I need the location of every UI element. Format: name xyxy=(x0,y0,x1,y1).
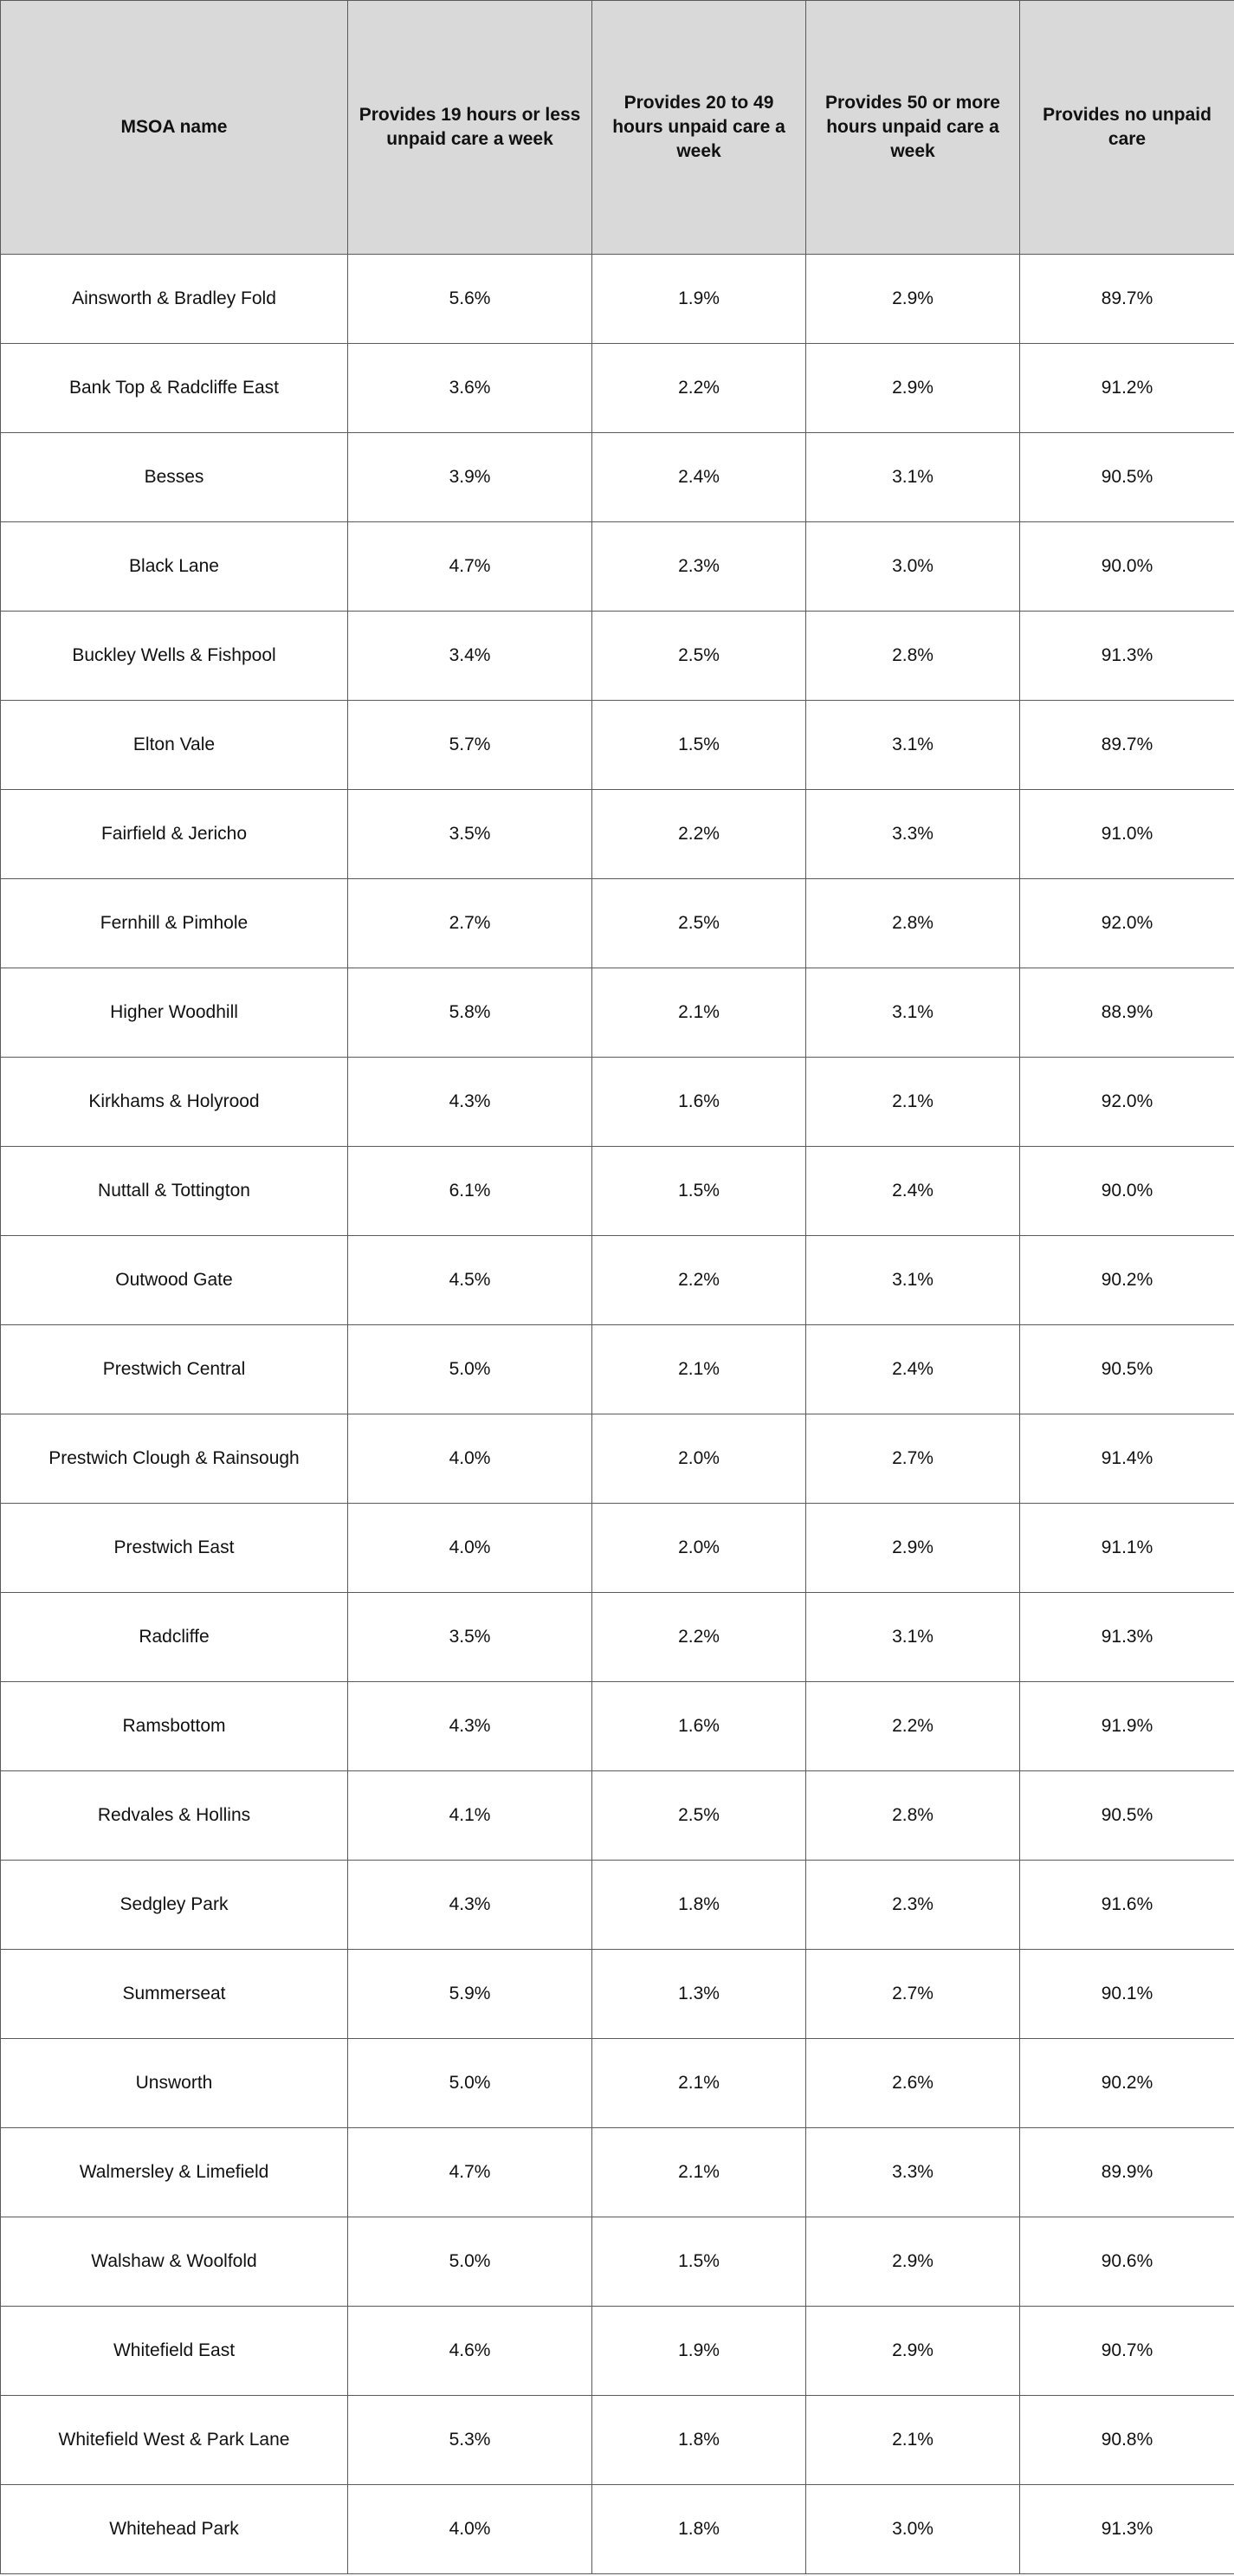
hours-50-plus-cell: 2.2% xyxy=(806,1682,1020,1771)
under-19-hours-cell: 4.5% xyxy=(348,1236,592,1325)
hours-50-plus-cell: 2.9% xyxy=(806,344,1020,433)
under-19-hours-cell: 3.9% xyxy=(348,433,592,522)
hours-50-plus-cell: 2.8% xyxy=(806,1771,1020,1861)
hours-20-to-49-cell: 2.0% xyxy=(592,1504,806,1593)
hours-50-plus-cell: 3.1% xyxy=(806,968,1020,1058)
no-unpaid-care-cell: 91.3% xyxy=(1020,1593,1234,1682)
hours-20-to-49-cell: 2.4% xyxy=(592,433,806,522)
no-unpaid-care-cell: 91.9% xyxy=(1020,1682,1234,1771)
msoa-name-cell: Whitehead Park xyxy=(1,2485,348,2574)
no-unpaid-care-cell: 90.1% xyxy=(1020,1950,1234,2039)
header-20-to-49-hours: Provides 20 to 49 hours unpaid care a week xyxy=(592,1,806,255)
hours-20-to-49-cell: 2.5% xyxy=(592,1771,806,1861)
hours-20-to-49-cell: 1.8% xyxy=(592,1861,806,1950)
table-row xyxy=(1,1504,1234,1593)
hours-50-plus-cell: 2.8% xyxy=(806,879,1020,968)
no-unpaid-care-cell: 91.3% xyxy=(1020,2485,1234,2574)
header-row xyxy=(1,1,1234,255)
under-19-hours-cell: 2.7% xyxy=(348,879,592,968)
no-unpaid-care-cell: 89.7% xyxy=(1020,701,1234,790)
hours-50-plus-cell: 3.3% xyxy=(806,790,1020,879)
under-19-hours-cell: 4.3% xyxy=(348,1058,592,1147)
hours-50-plus-cell: 2.9% xyxy=(806,2217,1020,2307)
hours-50-plus-cell: 2.6% xyxy=(806,2039,1020,2128)
table-row xyxy=(1,255,1234,344)
table-row xyxy=(1,1950,1234,2039)
msoa-name-cell: Sedgley Park xyxy=(1,1861,348,1950)
table-row xyxy=(1,2039,1234,2128)
under-19-hours-cell: 4.0% xyxy=(348,1414,592,1504)
table-body xyxy=(1,255,1234,2574)
hours-50-plus-cell: 3.1% xyxy=(806,701,1020,790)
no-unpaid-care-cell: 91.1% xyxy=(1020,1504,1234,1593)
table-row xyxy=(1,2396,1234,2485)
no-unpaid-care-cell: 90.6% xyxy=(1020,2217,1234,2307)
msoa-name-cell: Black Lane xyxy=(1,522,348,612)
no-unpaid-care-cell: 90.0% xyxy=(1020,522,1234,612)
under-19-hours-cell: 5.7% xyxy=(348,701,592,790)
header-50-or-more-hours: Provides 50 or more hours unpaid care a week xyxy=(806,1,1020,255)
hours-20-to-49-cell: 2.5% xyxy=(592,612,806,701)
hours-20-to-49-cell: 1.9% xyxy=(592,255,806,344)
msoa-name-cell: Nuttall & Tottington xyxy=(1,1147,348,1236)
header-msoa-name: MSOA name xyxy=(1,1,348,255)
under-19-hours-cell: 4.7% xyxy=(348,522,592,612)
msoa-name-cell: Whitefield East xyxy=(1,2307,348,2396)
under-19-hours-cell: 5.0% xyxy=(348,2217,592,2307)
header-no-unpaid-care: Provides no unpaid care xyxy=(1020,1,1234,255)
no-unpaid-care-cell: 90.2% xyxy=(1020,2039,1234,2128)
no-unpaid-care-cell: 91.2% xyxy=(1020,344,1234,433)
hours-50-plus-cell: 3.1% xyxy=(806,433,1020,522)
msoa-name-cell: Higher Woodhill xyxy=(1,968,348,1058)
hours-50-plus-cell: 2.4% xyxy=(806,1147,1020,1236)
msoa-name-cell: Buckley Wells & Fishpool xyxy=(1,612,348,701)
msoa-name-cell: Besses xyxy=(1,433,348,522)
hours-50-plus-cell: 2.3% xyxy=(806,1861,1020,1950)
under-19-hours-cell: 3.5% xyxy=(348,1593,592,1682)
hours-50-plus-cell: 2.1% xyxy=(806,2396,1020,2485)
table-row xyxy=(1,522,1234,612)
hours-20-to-49-cell: 1.8% xyxy=(592,2485,806,2574)
no-unpaid-care-cell: 92.0% xyxy=(1020,1058,1234,1147)
under-19-hours-cell: 5.9% xyxy=(348,1950,592,2039)
table-row xyxy=(1,2128,1234,2217)
no-unpaid-care-cell: 90.7% xyxy=(1020,2307,1234,2396)
no-unpaid-care-cell: 90.5% xyxy=(1020,433,1234,522)
hours-20-to-49-cell: 2.2% xyxy=(592,1593,806,1682)
table-row xyxy=(1,1593,1234,1682)
under-19-hours-cell: 3.4% xyxy=(348,612,592,701)
hours-50-plus-cell: 2.4% xyxy=(806,1325,1020,1414)
table-row xyxy=(1,612,1234,701)
under-19-hours-cell: 4.0% xyxy=(348,1504,592,1593)
msoa-name-cell: Radcliffe xyxy=(1,1593,348,1682)
table-row xyxy=(1,2485,1234,2574)
no-unpaid-care-cell: 90.5% xyxy=(1020,1771,1234,1861)
under-19-hours-cell: 5.0% xyxy=(348,2039,592,2128)
under-19-hours-cell: 6.1% xyxy=(348,1147,592,1236)
hours-20-to-49-cell: 2.5% xyxy=(592,879,806,968)
hours-20-to-49-cell: 2.1% xyxy=(592,2128,806,2217)
msoa-name-cell: Kirkhams & Holyrood xyxy=(1,1058,348,1147)
table-row xyxy=(1,1236,1234,1325)
no-unpaid-care-cell: 91.0% xyxy=(1020,790,1234,879)
hours-20-to-49-cell: 1.9% xyxy=(592,2307,806,2396)
no-unpaid-care-cell: 90.5% xyxy=(1020,1325,1234,1414)
msoa-name-cell: Whitefield West & Park Lane xyxy=(1,2396,348,2485)
hours-20-to-49-cell: 2.2% xyxy=(592,790,806,879)
under-19-hours-cell: 4.3% xyxy=(348,1861,592,1950)
hours-20-to-49-cell: 1.5% xyxy=(592,1147,806,1236)
table-row xyxy=(1,1147,1234,1236)
hours-20-to-49-cell: 1.3% xyxy=(592,1950,806,2039)
msoa-name-cell: Walmersley & Limefield xyxy=(1,2128,348,2217)
under-19-hours-cell: 3.6% xyxy=(348,344,592,433)
table-row xyxy=(1,1771,1234,1861)
hours-20-to-49-cell: 1.5% xyxy=(592,2217,806,2307)
msoa-name-cell: Walshaw & Woolfold xyxy=(1,2217,348,2307)
no-unpaid-care-cell: 90.2% xyxy=(1020,1236,1234,1325)
msoa-name-cell: Prestwich Central xyxy=(1,1325,348,1414)
msoa-name-cell: Fairfield & Jericho xyxy=(1,790,348,879)
msoa-name-cell: Ainsworth & Bradley Fold xyxy=(1,255,348,344)
under-19-hours-cell: 5.0% xyxy=(348,1325,592,1414)
table-row xyxy=(1,1414,1234,1504)
hours-50-plus-cell: 3.3% xyxy=(806,2128,1020,2217)
no-unpaid-care-cell: 89.9% xyxy=(1020,2128,1234,2217)
table-row xyxy=(1,2217,1234,2307)
msoa-name-cell: Unsworth xyxy=(1,2039,348,2128)
header-19-hours-or-less: Provides 19 hours or less unpaid care a week xyxy=(348,1,592,255)
hours-20-to-49-cell: 2.1% xyxy=(592,968,806,1058)
no-unpaid-care-cell: 91.3% xyxy=(1020,612,1234,701)
table-row xyxy=(1,790,1234,879)
table-row xyxy=(1,701,1234,790)
hours-50-plus-cell: 2.1% xyxy=(806,1058,1020,1147)
table-row xyxy=(1,968,1234,1058)
msoa-name-cell: Prestwich Clough & Rainsough xyxy=(1,1414,348,1504)
msoa-name-cell: Ramsbottom xyxy=(1,1682,348,1771)
no-unpaid-care-cell: 88.9% xyxy=(1020,968,1234,1058)
table-row xyxy=(1,1682,1234,1771)
table-row xyxy=(1,879,1234,968)
under-19-hours-cell: 4.3% xyxy=(348,1682,592,1771)
msoa-name-cell: Redvales & Hollins xyxy=(1,1771,348,1861)
msoa-name-cell: Elton Vale xyxy=(1,701,348,790)
hours-20-to-49-cell: 1.8% xyxy=(592,2396,806,2485)
no-unpaid-care-cell: 90.8% xyxy=(1020,2396,1234,2485)
hours-20-to-49-cell: 2.1% xyxy=(592,1325,806,1414)
hours-50-plus-cell: 2.8% xyxy=(806,612,1020,701)
hours-50-plus-cell: 3.1% xyxy=(806,1236,1020,1325)
hours-20-to-49-cell: 2.2% xyxy=(592,1236,806,1325)
hours-20-to-49-cell: 1.6% xyxy=(592,1682,806,1771)
table-header xyxy=(1,1,1234,255)
hours-50-plus-cell: 2.7% xyxy=(806,1950,1020,2039)
msoa-name-cell: Summerseat xyxy=(1,1950,348,2039)
under-19-hours-cell: 5.8% xyxy=(348,968,592,1058)
table-row xyxy=(1,1325,1234,1414)
hours-20-to-49-cell: 2.1% xyxy=(592,2039,806,2128)
under-19-hours-cell: 4.0% xyxy=(348,2485,592,2574)
msoa-name-cell: Outwood Gate xyxy=(1,1236,348,1325)
table-row xyxy=(1,1058,1234,1147)
hours-50-plus-cell: 3.0% xyxy=(806,2485,1020,2574)
hours-50-plus-cell: 2.7% xyxy=(806,1414,1020,1504)
table-row xyxy=(1,2307,1234,2396)
hours-50-plus-cell: 3.1% xyxy=(806,1593,1020,1682)
msoa-name-cell: Bank Top & Radcliffe East xyxy=(1,344,348,433)
table-row xyxy=(1,433,1234,522)
under-19-hours-cell: 3.5% xyxy=(348,790,592,879)
hours-20-to-49-cell: 2.0% xyxy=(592,1414,806,1504)
hours-20-to-49-cell: 2.3% xyxy=(592,522,806,612)
hours-20-to-49-cell: 1.5% xyxy=(592,701,806,790)
no-unpaid-care-cell: 91.6% xyxy=(1020,1861,1234,1950)
under-19-hours-cell: 5.6% xyxy=(348,255,592,344)
hours-50-plus-cell: 2.9% xyxy=(806,1504,1020,1593)
under-19-hours-cell: 4.6% xyxy=(348,2307,592,2396)
hours-20-to-49-cell: 1.6% xyxy=(592,1058,806,1147)
hours-50-plus-cell: 3.0% xyxy=(806,522,1020,612)
no-unpaid-care-cell: 92.0% xyxy=(1020,879,1234,968)
msoa-name-cell: Prestwich East xyxy=(1,1504,348,1593)
msoa-name-cell: Fernhill & Pimhole xyxy=(1,879,348,968)
under-19-hours-cell: 4.7% xyxy=(348,2128,592,2217)
no-unpaid-care-cell: 89.7% xyxy=(1020,255,1234,344)
under-19-hours-cell: 4.1% xyxy=(348,1771,592,1861)
hours-50-plus-cell: 2.9% xyxy=(806,255,1020,344)
no-unpaid-care-cell: 91.4% xyxy=(1020,1414,1234,1504)
no-unpaid-care-cell: 90.0% xyxy=(1020,1147,1234,1236)
hours-50-plus-cell: 2.9% xyxy=(806,2307,1020,2396)
under-19-hours-cell: 5.3% xyxy=(348,2396,592,2485)
hours-20-to-49-cell: 2.2% xyxy=(592,344,806,433)
table-row xyxy=(1,1861,1234,1950)
table-row xyxy=(1,344,1234,433)
